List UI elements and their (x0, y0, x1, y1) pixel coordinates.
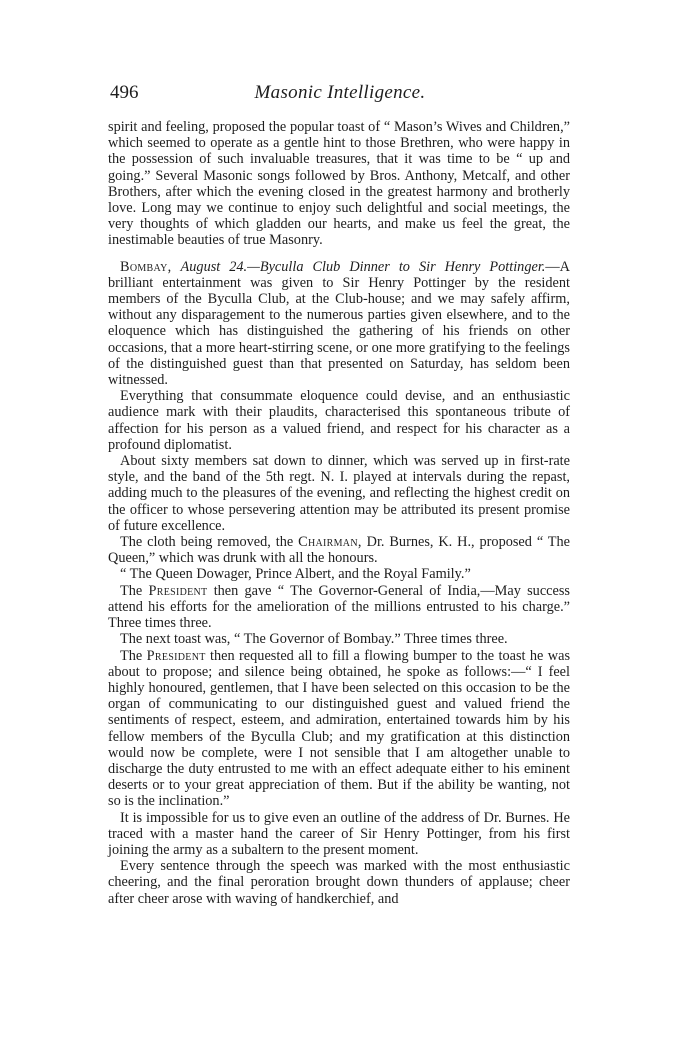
chairman-title: Chairman, (298, 534, 362, 551)
page-header (110, 82, 570, 106)
page-number: 496 (110, 82, 139, 103)
paragraph-eloquence: Everything that consummate eloquence could devise, and an enthusiastic audience mark with their plaudits, characterised this spontaneous tribute of affection for his person as a valued friend, and respect for his character as a profound diplomatist. (108, 388, 570, 453)
president-title: President (148, 582, 208, 599)
paragraph-text: Dr. Burnes, K. H., proposed “ The Queen,” which was drunk with all the honours. (108, 534, 571, 567)
paragraph-text: The (120, 647, 143, 664)
article-body (108, 119, 570, 907)
paragraph-queen-dowager-toast: “ The Queen Dowager, Prince Albert, and the Royal Family.” (120, 566, 471, 583)
dateline-place: Bombay, (120, 258, 172, 275)
paragraph-cloth-removed (108, 534, 570, 566)
paragraph-text: The (120, 582, 143, 599)
running-title: Masonic Intelligence. (254, 82, 426, 103)
paragraph-sixty-members: About sixty members sat down to dinner, which was served up in first-rate style, and the band of the 5th regt. N. I. played at intervals during the repast, adding much to the pleasures of the evening, and reflecting the highest credit on the officer to whose persevering attention may be attributed its present promise of future excellence. (108, 453, 570, 534)
paragraph-president-speech (108, 648, 570, 810)
paragraph-enthusiastic-cheering: Every sentence through the speech was marked with the most enthusiastic cheering, and the final peroration brought down thunders of applause; cheer after cheer arose with waving of handkerchief, and (108, 858, 570, 907)
paragraph-text: The cloth being removed, the (120, 534, 294, 551)
president-title: President (146, 647, 206, 664)
paragraph-governor-bombay-toast: The next toast was, “ The Governor of Bombay.” Three times three. (120, 631, 508, 648)
paragraph-governor-general-toast (108, 583, 570, 632)
paragraph-burnes-address: It is impossible for us to give even an outline of the address of Dr. Burnes. He traced with a master hand the career of Sir Henry Pottinger, from his first joining the army as a subaltern to the present moment. (108, 809, 570, 858)
paragraph-text: then gave “ The Governor-General of India,—May success attend his efforts for the amelioration of the millions entrusted to his charge.” Three times three. (108, 582, 570, 632)
paragraph-bombay-dinner (108, 259, 570, 389)
paragraph-masons-wives-toast: spirit and feeling, proposed the popular toast of “ Mason’s Wives and Children,” which seemed to operate as a gentle hint to those Brethren, who were happy in the possession of such invaluable treasures, that it was time to be “ up and going.” Several Masonic songs followed by Bros. Anthony, Metcalf, and other Brothers, after which the evening closed in the greatest harmony and brotherly love. Long may we continue to enjoy such delightful and social meetings, the very thoughts of which gladden our hearts, and make us feel the great, the inestimable beauties of true Masonry. (108, 119, 570, 249)
paragraph-text: —A brilliant entertainment was given to Sir Henry Pottinger by the resident members of the Byculla Club, at the Club-house; and we may safely affirm, without any disparagement to the numerous parties given elsewhere, and to the eloquence which has distinguished the gathering of his friends on other occasions, that a more heart-stirring scene, or one more gratifying to the feelings of the distinguished guest than that presented on Saturday, has seldom been witnessed. (108, 258, 570, 389)
article-heading: August 24.—Byculla Club Dinner to Sir Henry Pottinger. (180, 258, 546, 275)
paragraph-text: then requested all to fill a flowing bumper to the toast he was about to propose; and silence being obtained, he spoke as follows:—“ I feel highly honoured, gentlemen, that I have been selected on this occasion to be the organ of communicating to our distinguished guest and valued friend the sentiments of respect, esteem, and admiration, entertained towards him by his fellow members of the Byculla Club; and my gratification at this distinction would now be complete, were I not sensible that I am altogether unable to discharge the duty entrusted to me with an effect adequate either to his eminent deserts or to your great appreciation of them. But if the ability be wanting, not so is the inclination.” (108, 647, 571, 810)
